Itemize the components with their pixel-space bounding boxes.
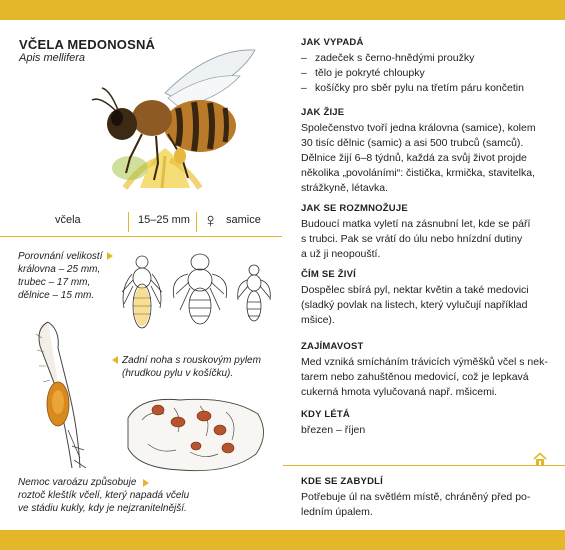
caption-line: dělnice – 15 mm. xyxy=(18,290,95,301)
section-heading: KDE SE ZABYDLÍ xyxy=(301,476,383,487)
section-food xyxy=(301,269,551,328)
varroa-caption xyxy=(18,476,189,515)
varroa-pupa-illustration xyxy=(120,388,270,478)
list-item-text: zadeček s černo-hnědými proužky xyxy=(315,52,475,64)
section-life xyxy=(301,107,551,196)
paragraph-line: mšice). xyxy=(301,314,335,326)
section-divider xyxy=(283,465,565,466)
appearance-list xyxy=(301,51,551,96)
info-bar xyxy=(0,208,282,237)
caption-line: roztoč kleštík včelí, který napadá včelu xyxy=(18,490,190,501)
paragraph-line: ledním úpalem. xyxy=(301,506,373,518)
house-icon xyxy=(533,452,547,466)
female-sex-icon: ♀ xyxy=(203,210,218,232)
paragraph-line: strážkyně, létavka. xyxy=(301,182,388,194)
bee-size-comparison-illustration xyxy=(118,248,276,336)
caption-line: Zadní noha s rouskovým pylem xyxy=(122,355,261,366)
paragraph-line: několika „povoláními“: čistička, krmička, stavitelka, xyxy=(301,167,535,179)
caption-pointer-icon xyxy=(143,479,149,487)
paragraph-line: březen – říjen xyxy=(301,424,366,436)
list-item: – tělo je pokryté chloupky xyxy=(301,67,425,79)
info-name: včela xyxy=(55,214,81,226)
paragraph-line: cukerná hmota vylučovaná např. mšicemi. xyxy=(301,386,498,398)
species-title: VČELA MEDONOSNÁ xyxy=(19,37,156,52)
paragraph-line: Budoucí matka vyletí na zásnubní let, kde se páří xyxy=(301,218,531,230)
hind-leg-caption xyxy=(122,354,261,380)
list-item: – košíčky pro sběr pylu na třetím páru končetin xyxy=(301,82,524,94)
caption-line: ve stádiu kukly, kdy je nejzranitelnější. xyxy=(18,503,187,514)
paragraph-line: Potřebuje úl na světlém místě, chráněný před po- xyxy=(301,491,531,503)
honeybee-illustration xyxy=(70,38,260,196)
info-divider xyxy=(128,212,129,232)
caption-line: (hrudkou pylu v košíčku). xyxy=(122,368,234,379)
paragraph-line: Med vzniká smícháním trávicích výměšků včel s nek- xyxy=(301,356,548,368)
section-reproduction xyxy=(301,203,551,262)
paragraph-line: 30 tisíc dělnic (samic) a asi 500 trubců (samců). xyxy=(301,137,524,149)
caption-line: Nemoc varoázu způsobuje xyxy=(18,477,137,488)
section-interesting xyxy=(301,341,551,400)
section-shelter xyxy=(301,476,551,520)
latin-name: Apis mellifera xyxy=(19,52,86,64)
caption-line: královna – 25 mm, xyxy=(18,264,101,275)
bottom-accent-bar xyxy=(0,530,565,550)
paragraph-line: Společenstvo tvoří jedna královna (samice), kolem xyxy=(301,122,536,134)
caption-pointer-icon xyxy=(112,356,118,364)
section-heading: JAK SE ROZMNOŽUJE xyxy=(301,203,408,214)
section-heading: KDY LÉTÁ xyxy=(301,409,350,420)
paragraph-line: tarem nebo zahuštěnou medovicí, což je lepkavá xyxy=(301,371,529,383)
paragraph-line: s trubci. Pak se vrátí do úlu nebo hnízdní dutiny xyxy=(301,233,523,245)
paragraph-line: Dělnice žijí 6–8 týdnů, každá za svůj život projde xyxy=(301,152,527,164)
section-heading: ZAJÍMAVOST xyxy=(301,341,364,352)
section-appearance xyxy=(301,37,551,96)
info-divider xyxy=(196,212,197,232)
caption-line: Porovnání velikostí xyxy=(18,251,103,262)
paragraph-line: Dospělec sbírá pyl, nektar květin a také medovici xyxy=(301,284,529,296)
section-heading: JAK ŽIJE xyxy=(301,107,345,118)
info-size: 15–25 mm xyxy=(138,214,190,226)
list-item-text: košíčky pro sběr pylu na třetím páru končetin xyxy=(315,82,524,94)
section-flight xyxy=(301,409,551,438)
size-comparison-caption xyxy=(18,250,103,302)
list-item-text: tělo je pokryté chloupky xyxy=(315,67,425,79)
caption-line: trubec – 17 mm, xyxy=(18,277,91,288)
list-item: – zadeček s černo-hnědými proužky xyxy=(301,52,475,64)
hind-leg-illustration xyxy=(28,318,98,476)
section-heading: ČÍM SE ŽIVÍ xyxy=(301,269,356,280)
top-accent-bar xyxy=(0,0,565,20)
section-heading: JAK VYPADÁ xyxy=(301,37,364,48)
caption-pointer-icon xyxy=(107,252,113,260)
paragraph-line: a už ji neopouští. xyxy=(301,248,381,260)
paragraph-line: (sladký povlak na listech, který vylučují například xyxy=(301,299,528,311)
info-sex: samice xyxy=(226,214,261,226)
